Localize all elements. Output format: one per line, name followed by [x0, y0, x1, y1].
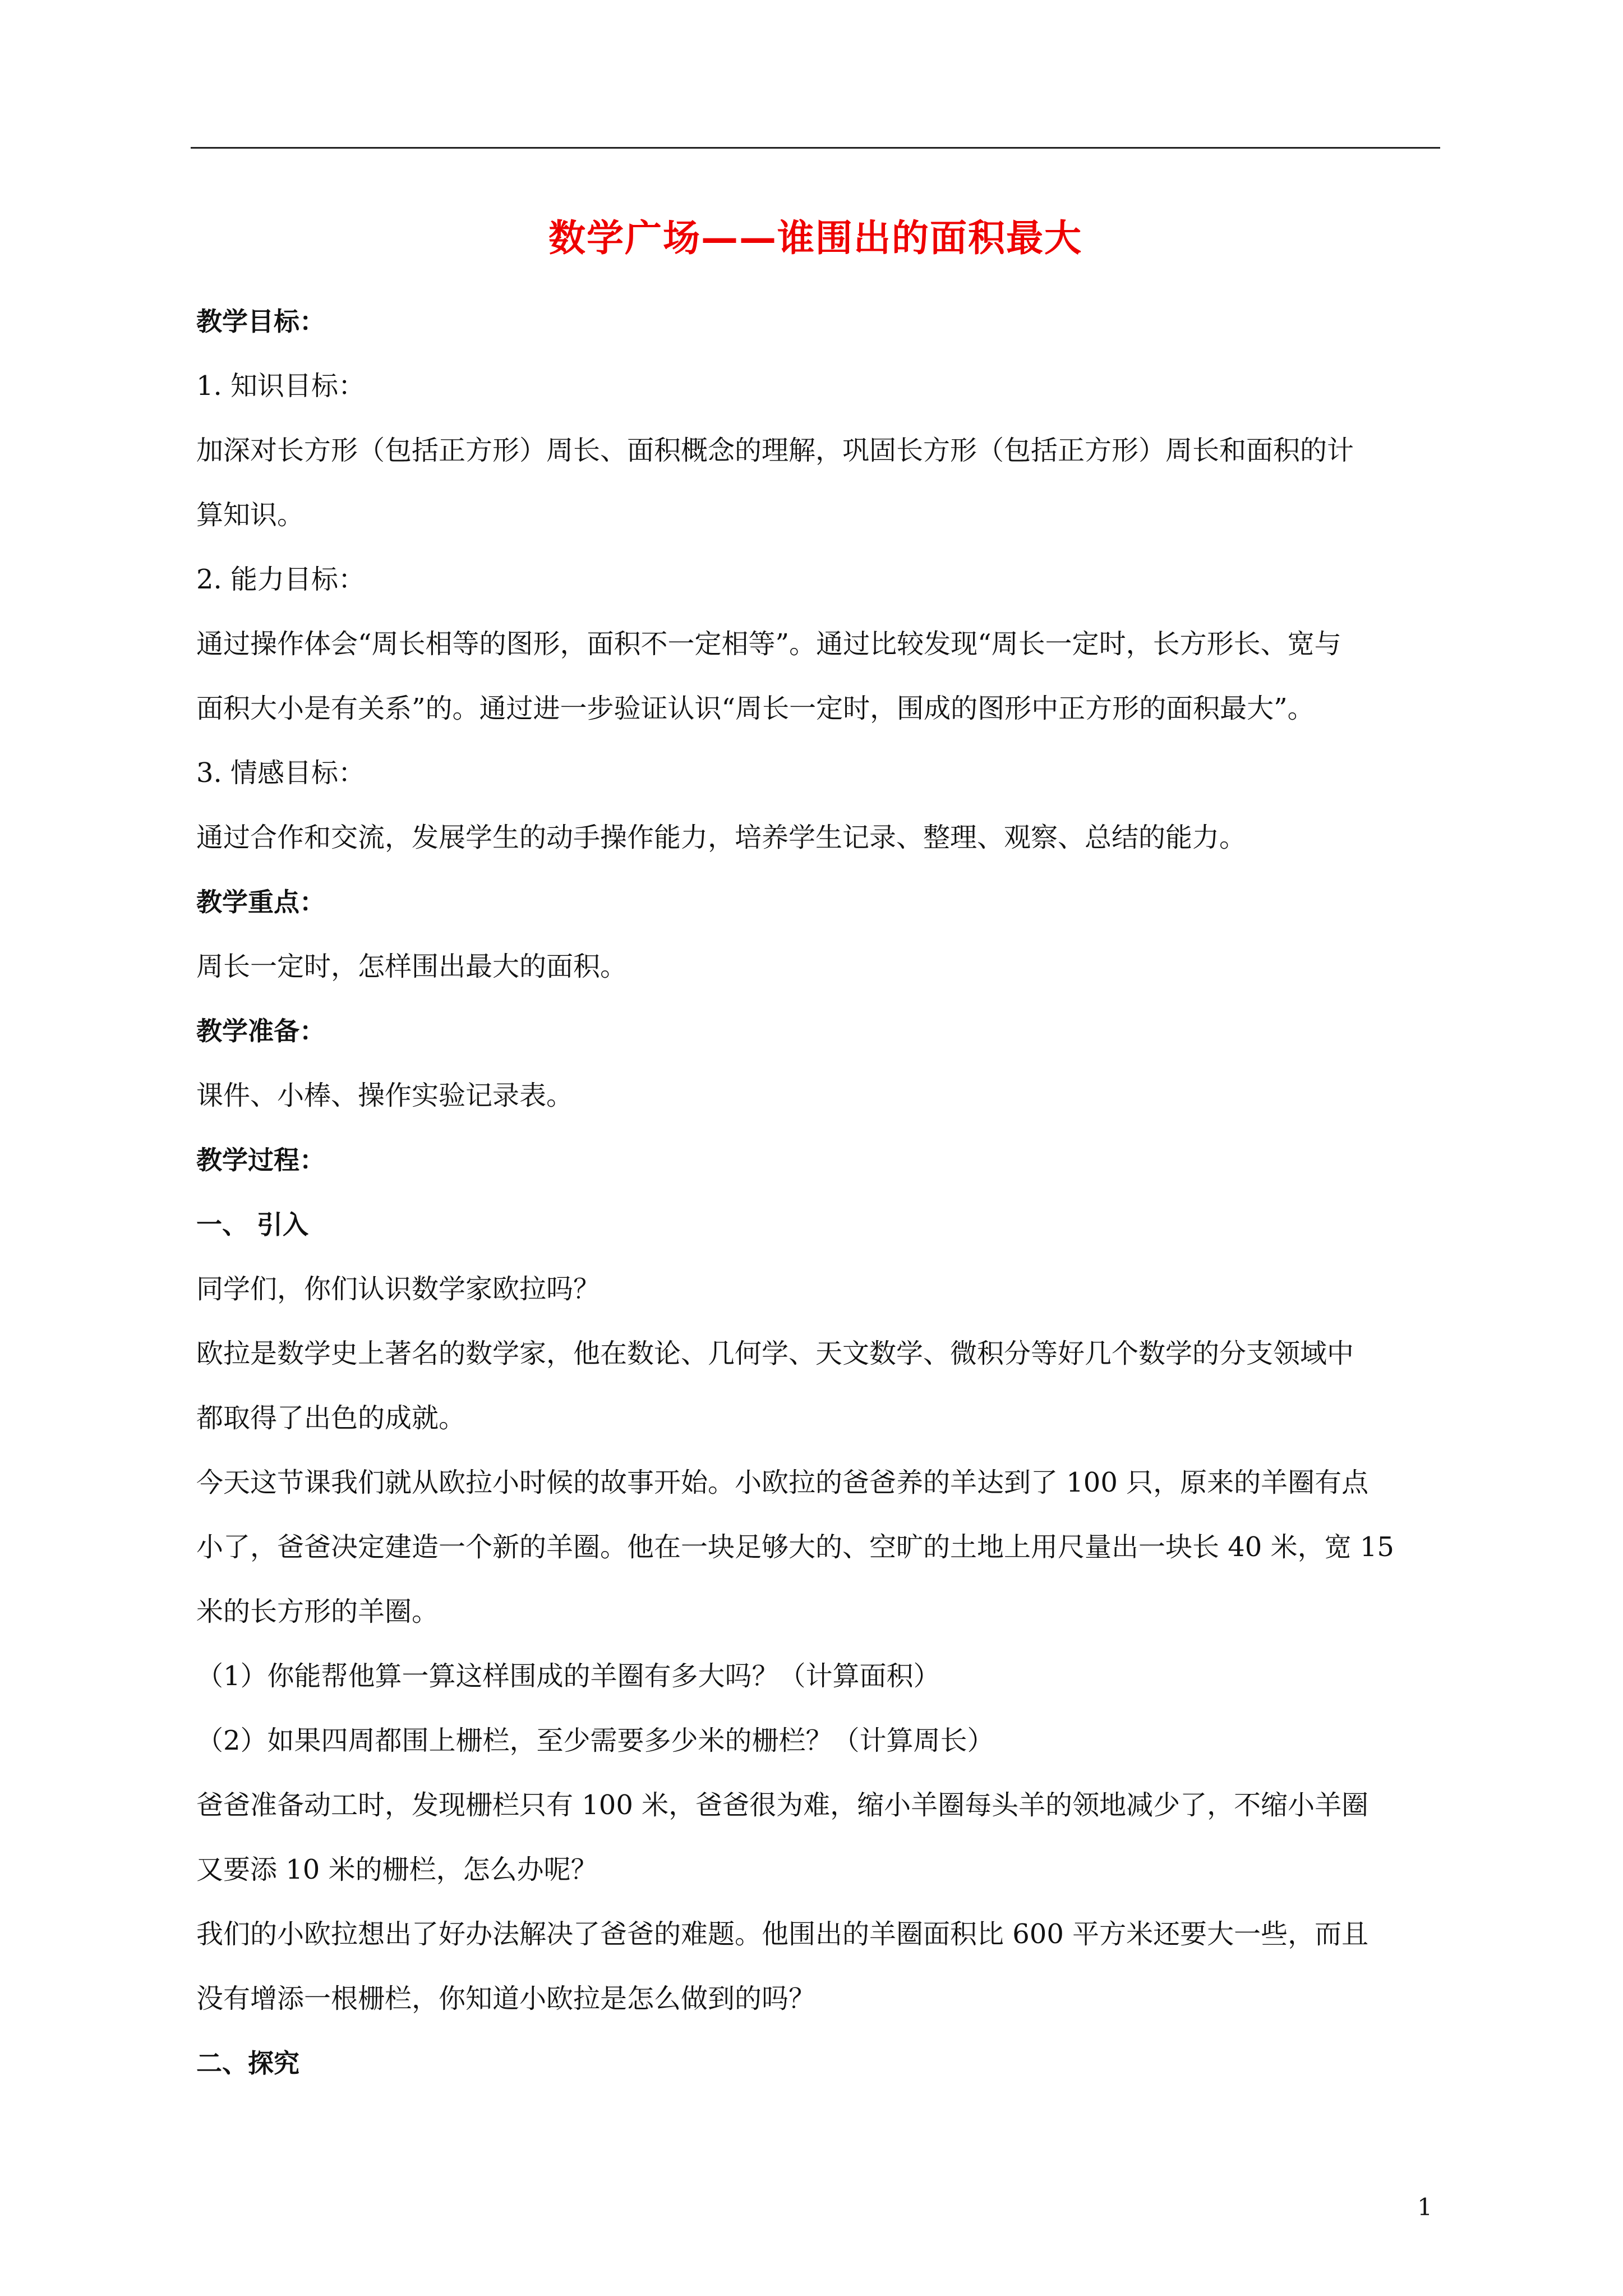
text-line: 我们的小欧拉想出了好办法解决了爸爸的难题。他围出的羊圈面积比 600 平方米还要大一些，而且	[196, 1918, 1369, 1950]
text-line: 通过合作和交流，发展学生的动手操作能力，培养学生记录、整理、观察、总结的能力。	[196, 822, 1247, 853]
text-line: 米的长方形的羊圈。	[196, 1596, 439, 1627]
section-heading: 教学过程：	[196, 1145, 325, 1175]
text-line: 周长一定时，怎样围出最大的面积。	[196, 951, 628, 982]
text-line: 又要添 10 米的栅栏，怎么办呢？	[196, 1854, 598, 1885]
text-line: 欧拉是数学史上著名的数学家，他在数论、几何学、天文数学、微积分等好几个数学的分支领域中	[196, 1338, 1354, 1369]
text-line: （2）如果四周都围上栅栏，至少需要多少米的栅栏？（计算周长）	[196, 1725, 994, 1756]
text-line: 没有增添一根栅栏，你知道小欧拉是怎么做到的吗？	[196, 1983, 816, 2014]
text-line: （1）你能帮他算一算这样围成的羊圈有多大吗？（计算面积）	[196, 1660, 940, 1692]
text-line: 同学们，你们认识数学家欧拉吗？	[196, 1273, 601, 1305]
page-number: 1	[1417, 2193, 1432, 2221]
text-line: 通过操作体会“周长相等的图形，面积不一定相等”。通过比较发现“周长一定时，长方形长、宽与	[196, 628, 1341, 660]
text-line: 今天这节课我们就从欧拉小时候的故事开始。小欧拉的爸爸养的羊达到了 100 只，原来的羊圈有点	[196, 1467, 1369, 1498]
header-rule	[191, 147, 1440, 149]
text-line: 爸爸准备动工时，发现栅栏只有 100 米，爸爸很为难，缩小羊圈每头羊的领地减少了，不缩小羊圈	[196, 1789, 1369, 1821]
section-heading: 教学目标：	[196, 306, 325, 337]
section-heading: 教学准备：	[196, 1016, 325, 1046]
text-line: 1. 知识目标：	[196, 370, 366, 402]
text-line: 都取得了出色的成就。	[196, 1402, 466, 1434]
text-line: 课件、小棒、操作实验记录表。	[196, 1080, 574, 1111]
text-line: 加深对长方形（包括正方形）周长、面积概念的理解，巩固长方形（包括正方形）周长和面积的计	[196, 435, 1354, 466]
text-line: 面积大小是有关系”的。通过进一步验证认识“周长一定时，围成的图形中正方形的面积最大”。	[196, 693, 1315, 724]
section-heading: 教学重点：	[196, 887, 325, 917]
section-heading: 二、探究	[196, 2048, 299, 2078]
document-body	[196, 289, 1440, 2096]
text-line: 3. 情感目标：	[196, 757, 366, 789]
document-title: 数学广场——谁围出的面积最大	[548, 217, 1082, 260]
text-line: 算知识。	[196, 499, 305, 531]
text-line: 小了，爸爸决定建造一个新的羊圈。他在一块足够大的、空旷的土地上用尺量出一块长 40 米，宽 15	[196, 1531, 1394, 1563]
text-line: 2. 能力目标：	[196, 564, 366, 595]
section-heading: 一、 引入	[196, 1209, 309, 1240]
